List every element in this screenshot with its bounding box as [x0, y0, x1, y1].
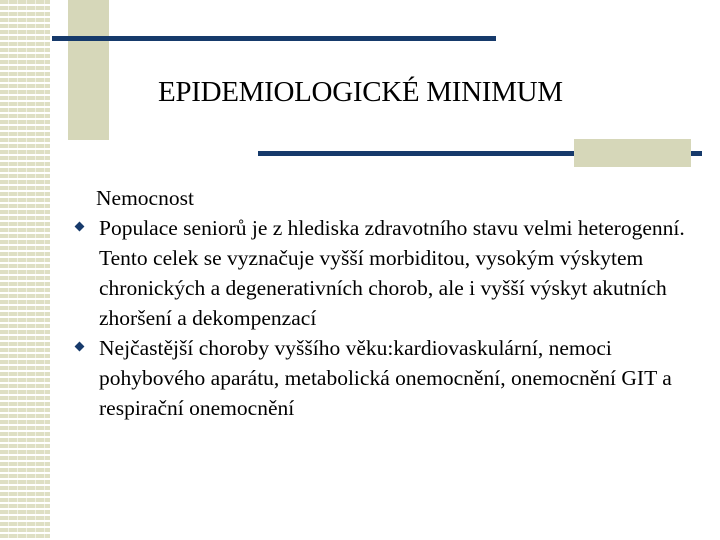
bullet-text: Nejčastější choroby vyššího věku:kardiovaskulární, nemoci pohybového aparátu, metabolická onemocnění, onemocnění GIT a respirační onemocnění — [99, 336, 672, 420]
bullet-text: Populace seniorů je z hlediska zdravotního stavu velmi heterogenní. Tento celek se vyznačuje vyšší morbiditou, vysokým výskytem chronických a degenerativních chorob, ale i vyšší výskyt akutních zhoršení a dekompenzací — [99, 216, 685, 330]
diamond-bullet-icon — [75, 342, 85, 352]
section-heading: Nemocnost — [96, 186, 194, 210]
title-rule-top — [52, 36, 496, 41]
bullet-item — [72, 213, 692, 333]
diamond-bullet-icon — [75, 222, 85, 232]
decorative-small-block — [574, 139, 691, 167]
slide-body — [72, 183, 692, 423]
decorative-title-block — [68, 0, 109, 140]
slide-title: EPIDEMIOLOGICKÉ MINIMUM — [158, 76, 563, 108]
decorative-stripe-panel — [0, 0, 50, 540]
bullet-item — [72, 333, 692, 423]
